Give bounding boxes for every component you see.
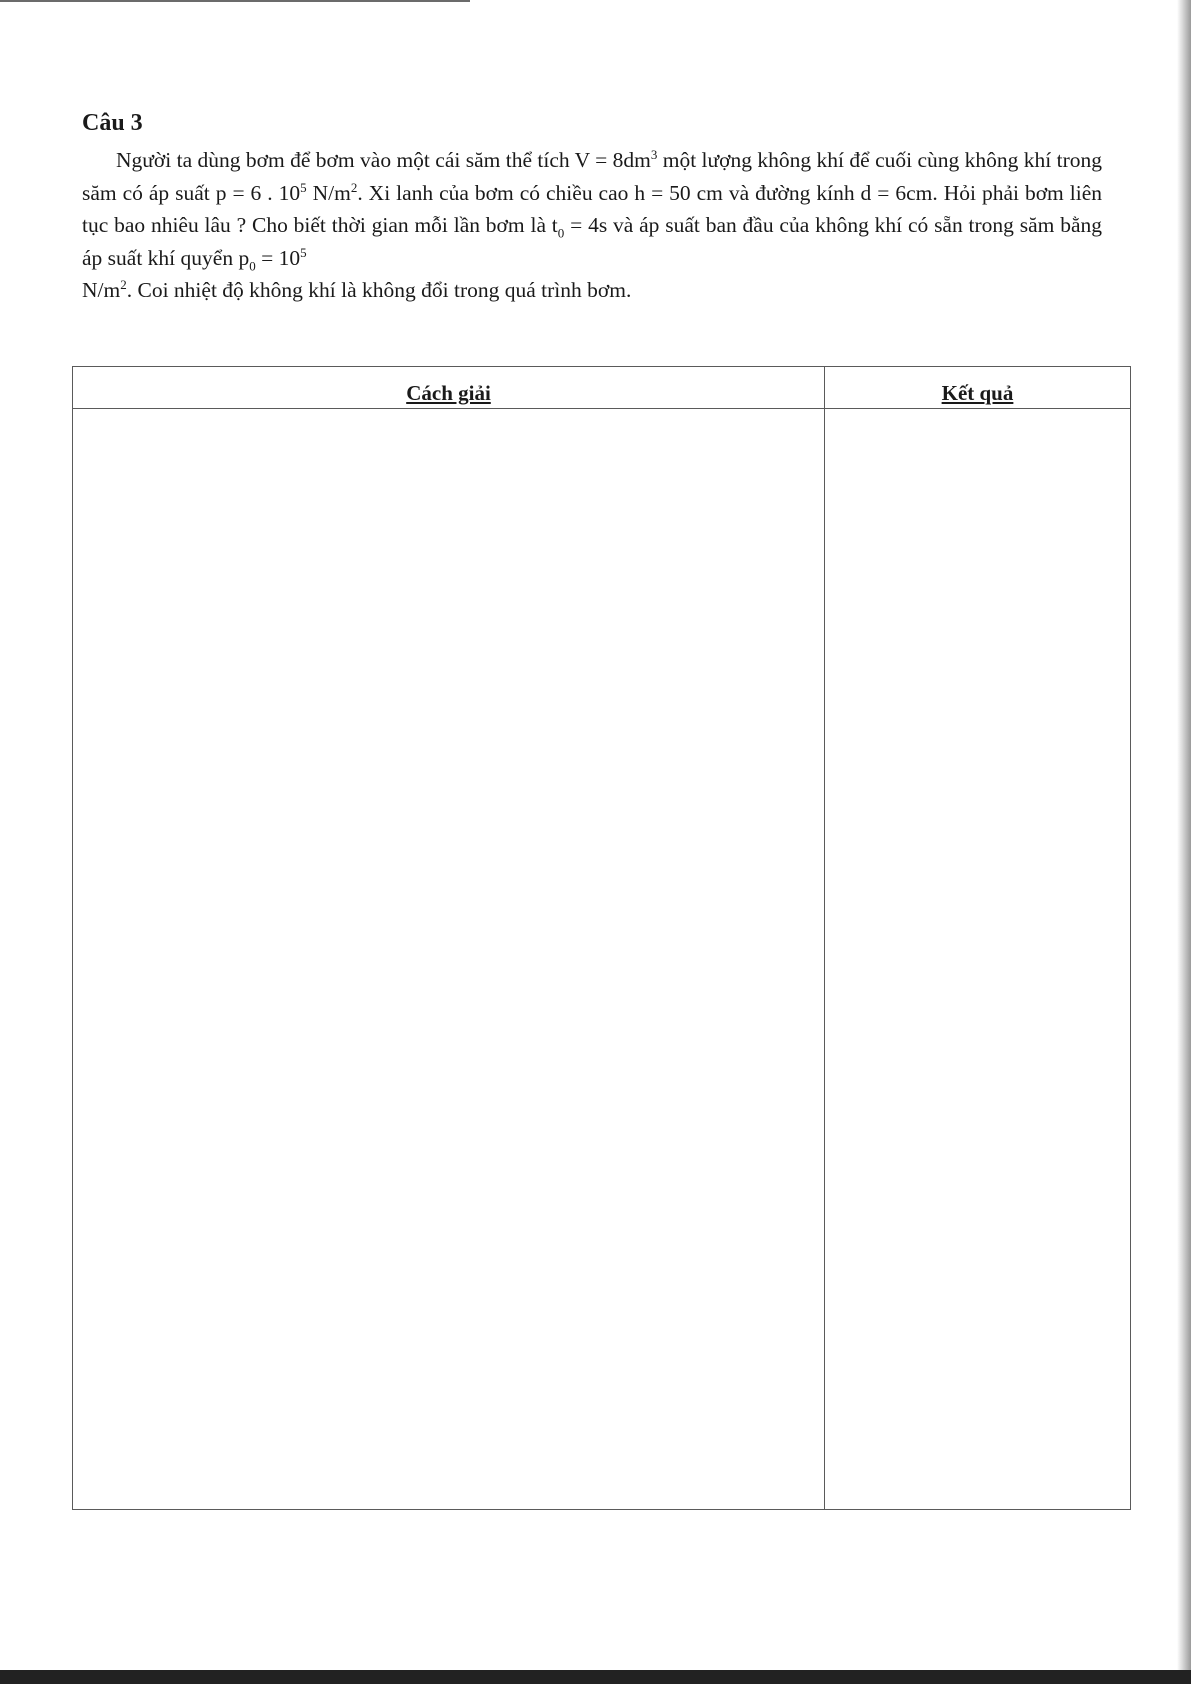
question-block bbox=[82, 108, 1102, 307]
superscript: 3 bbox=[650, 146, 658, 162]
text-segment: N/m bbox=[306, 180, 351, 205]
question-title: Câu 3 bbox=[82, 110, 143, 136]
question-text bbox=[82, 144, 1102, 307]
result-cell[interactable] bbox=[825, 409, 1131, 1510]
table-row bbox=[73, 409, 1131, 1510]
scan-edge-top bbox=[0, 0, 470, 2]
text-segment: = 10 bbox=[255, 245, 301, 270]
superscript: 5 bbox=[300, 244, 307, 260]
text-segment: một lượng không khí để cuối cùng không khí trong săm có áp suất p = 6 . 10 bbox=[82, 148, 1102, 205]
text-segment: = 4s và áp suất ban đầu của không khí có sẵn trong săm bằng áp suất khí quyển p bbox=[82, 213, 1103, 270]
text-segment: Người ta dùng bơm để bơm vào một cái săm thể tích V = 8dm bbox=[116, 148, 651, 172]
subscript: 0 bbox=[249, 257, 256, 273]
superscript: 5 bbox=[300, 179, 307, 195]
table-header-row bbox=[73, 367, 1131, 409]
text-segment: N/m bbox=[82, 278, 121, 302]
scan-edge-bottom bbox=[0, 1670, 1191, 1684]
text-segment: . Xi lanh của bơm có chiều cao h = 50 cm và đường kính d = 6cm. Hỏi phải bơm liên tục bao nhiêu lâu ? Cho biết thời gian mỗi lần bơm là t bbox=[82, 180, 1102, 237]
column-header-solution: Cách giải bbox=[73, 367, 825, 409]
text-segment: . Coi nhiệt độ không khí là không đổi trong quá trình bơm. bbox=[126, 278, 632, 302]
solution-cell[interactable] bbox=[73, 409, 825, 1510]
subscript: 0 bbox=[557, 225, 565, 241]
superscript: 2 bbox=[350, 179, 358, 195]
answer-table bbox=[72, 366, 1131, 1510]
scan-edge-right bbox=[1177, 0, 1191, 1684]
superscript: 2 bbox=[120, 276, 127, 292]
column-header-result: Kết quả bbox=[825, 367, 1131, 409]
